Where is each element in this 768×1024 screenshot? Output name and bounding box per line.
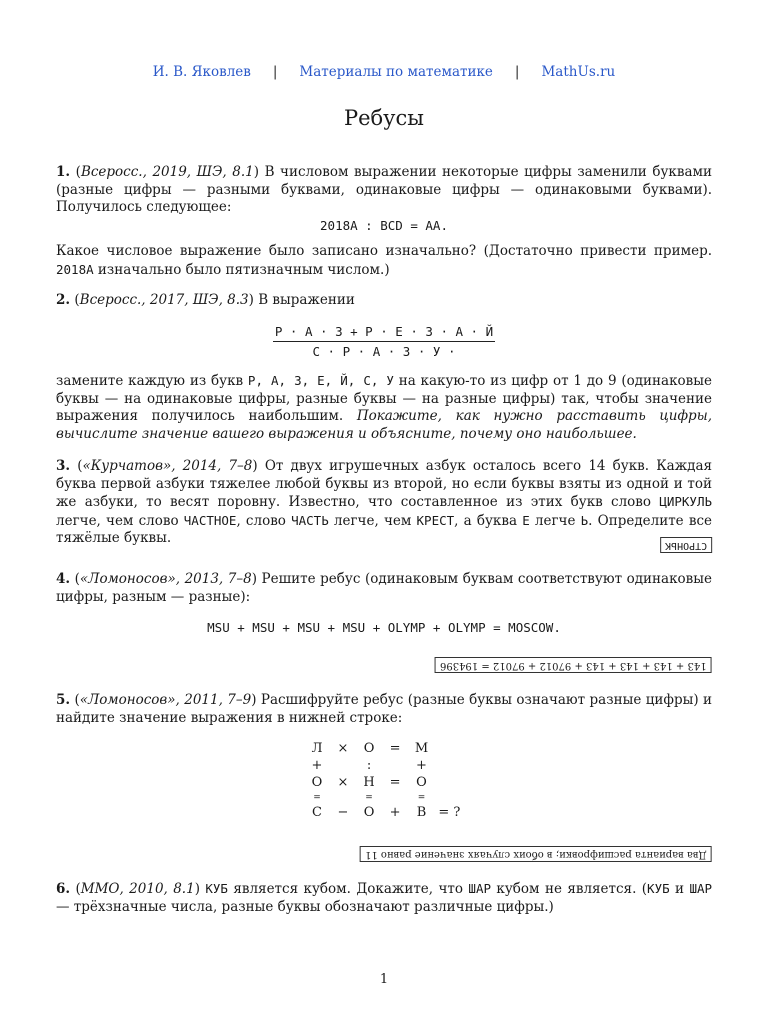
problem-text: Какое числовое выражение было записано изначально? (Достаточно привести пример. bbox=[56, 243, 712, 259]
problem-2-fraction bbox=[0, 324, 768, 360]
grid-cell bbox=[435, 757, 464, 774]
problem-text: легче, чем bbox=[328, 512, 417, 529]
grid-cell bbox=[330, 791, 356, 804]
grid-cell: В bbox=[416, 805, 427, 820]
grid-cell: С bbox=[312, 805, 322, 820]
grid-cell: − bbox=[337, 805, 349, 820]
grid-cell: + bbox=[416, 758, 427, 773]
problem-text: , слово bbox=[236, 512, 292, 529]
problem-number: 1. bbox=[56, 164, 71, 180]
problem-number: 5. bbox=[56, 692, 71, 708]
grid-cell: = bbox=[365, 792, 373, 803]
problem-word: КРЕСТ bbox=[416, 512, 455, 528]
problem-6: 6. (ММО, 2010, 8.1) КУБ является кубом. Докажите, что ШАР кубом не является. (КУБ и ШАР — трёхзначные числа, разные буквы обозначают различные цифры.) bbox=[56, 881, 713, 915]
grid-cell: О bbox=[416, 775, 427, 790]
grid-cell: Л bbox=[311, 741, 323, 756]
problem-5-answer: Два варианта расшифровки; в обоих случаях значение равно 11 bbox=[360, 846, 712, 862]
fraction-numerator: Р · А · З + Р · Е · З · А · Й bbox=[273, 324, 495, 342]
problem-text: является кубом. Докажите, что bbox=[227, 881, 469, 897]
problem-4-answer: 143 + 143 + 143 + 143 + 97012 + 97012 = 194396 bbox=[435, 657, 712, 673]
problem-word: КУБ bbox=[647, 881, 670, 896]
grid-cell bbox=[382, 791, 408, 804]
problem-text: Решите ребус (одинаковым буквам соответствуют одинаковые цифры, разным — разные): bbox=[56, 571, 712, 605]
problem-3-answer: СТРОНЬК bbox=[660, 537, 712, 553]
grid-cell bbox=[330, 757, 356, 774]
problem-1-formula: 2018A : BCD = AA. bbox=[320, 218, 448, 233]
grid-cell: О bbox=[363, 741, 375, 756]
problem-word: ЦИРКУЛЬ bbox=[659, 494, 712, 509]
header-separator: | bbox=[514, 64, 520, 80]
grid-cell: О bbox=[311, 775, 323, 790]
problem-task: Покажите, как нужно расставить цифры, вычислите значение вашего выражения и объясните, почему оно наибольшее. bbox=[56, 408, 712, 442]
problem-source: Всеросс., 2019, ШЭ, 8.1 bbox=[80, 164, 254, 180]
grid-cell bbox=[435, 774, 464, 791]
problem-1-question bbox=[56, 243, 712, 279]
problem-text: замените каждую из букв bbox=[56, 373, 248, 389]
problem-word: Ь bbox=[580, 512, 589, 528]
page-title: Ребусы bbox=[343, 106, 425, 130]
grid-cell: + bbox=[311, 758, 323, 773]
problem-letters: Р, А, З, Е, Й, С, У bbox=[247, 373, 394, 388]
problem-3: 3. («Курчатов», 2014, 7–8) От двух игрушечных азбук осталось всего 14 букв. Каждая буква первой азбуки тяжелее любой буквы из второй, но если буквы взяты из одной и той же азбуки, то весят поровну. Известно, что составленное из этих букв слово ЦИРКУЛЬ легче, чем слово ЧАСТНОЕ, слово ЧАСТЬ легче, чем КРЕСТ, а буква Е легче Ь. Определите все тяжёлые буквы. bbox=[56, 458, 713, 546]
problem-number: 4. bbox=[56, 571, 71, 587]
grid-cell: Н bbox=[363, 775, 375, 790]
grid-cell bbox=[435, 740, 464, 757]
grid-cell: М bbox=[414, 741, 429, 756]
grid-cell: = bbox=[313, 792, 321, 803]
problem-5: 5. («Ломоносов», 2011, 7–9) Расшифруйте ребус (разные буквы означают разные цифры) и найдите значение выражения в нижней строке: bbox=[56, 692, 712, 726]
problem-word: ЧАСТЬ bbox=[291, 512, 329, 528]
problem-4-formula: MSU + MSU + MSU + MSU + OLYMP + OLYMP = MOSCOW. bbox=[207, 620, 561, 635]
problem-word: ШАР bbox=[468, 881, 491, 896]
grid-cell: = bbox=[389, 741, 401, 756]
grid-cell: × bbox=[337, 741, 349, 756]
problem-number: 2. bbox=[56, 292, 71, 308]
problem-text: легче, чем слово bbox=[56, 512, 184, 529]
problem-word: Е bbox=[522, 512, 530, 528]
problem-source: «Ломоносов», 2013, 7–8 bbox=[79, 571, 252, 587]
problem-text: — трёхзначные числа, разные буквы обозначают различные цифры.) bbox=[56, 898, 554, 915]
problem-text: на какую-то из цифр от 1 до 9 (одинаковые буквы — на одинаковые цифры, разные буквы — на разные цифры) так, чтобы значение выражения получилось наибольшим. bbox=[56, 373, 712, 424]
grid-cell: О bbox=[363, 805, 375, 820]
site-link[interactable]: MathUs.ru bbox=[541, 64, 616, 80]
problem-2-text bbox=[56, 372, 712, 443]
problem-1: 1. (Всеросс., 2019, ШЭ, 8.1) В числовом выражении некоторые цифры заменили буквами (разные цифры — разными буквами, одинаковые цифры — одинаковыми буквами). Получилось следующее: bbox=[56, 164, 713, 215]
rebus-grid bbox=[304, 740, 464, 821]
problem-source: «Курчатов», 2014, 7–8 bbox=[82, 458, 253, 474]
grid-cell: = bbox=[417, 792, 426, 803]
problem-code: 2018A bbox=[56, 261, 94, 277]
fraction-denominator: С · Р · А · З · У · bbox=[312, 344, 456, 359]
author-link[interactable]: И. В. Яковлев bbox=[152, 64, 251, 80]
problem-text: В выражении bbox=[258, 292, 355, 308]
page-number: 1 bbox=[379, 972, 389, 987]
grid-cell bbox=[435, 791, 464, 804]
grid-cell: = bbox=[389, 775, 401, 790]
problem-text: , а буква bbox=[454, 512, 523, 529]
problem-text: изначально было пятизначным числом.) bbox=[93, 261, 390, 278]
problem-2: 2. (Всеросс., 2017, ШЭ, 8.3) В выражении bbox=[56, 292, 355, 308]
problem-word: ЧАСТНОЕ bbox=[183, 512, 237, 528]
grid-cell: = ? bbox=[438, 805, 461, 820]
problem-text: и bbox=[669, 881, 690, 897]
problem-number: 6. bbox=[56, 881, 71, 897]
problem-source: «Ломоносов», 2011, 7–9 bbox=[79, 692, 252, 708]
grid-cell: + bbox=[389, 805, 401, 820]
header-separator: | bbox=[272, 64, 278, 80]
problem-number: 3. bbox=[56, 458, 71, 474]
problem-text: легче bbox=[529, 512, 581, 529]
grid-cell bbox=[382, 757, 408, 774]
problem-text: От двух игрушечных азбук осталось всего 14 букв. Каждая буква первой азбуки тяжелее любой буквы из второй, но если буквы взяты из одной и той же азбуки, то весят поровну. Известно, что составленное из этих букв слово bbox=[56, 458, 713, 510]
problem-4: 4. («Ломоносов», 2013, 7–8) Решите ребус (одинаковым буквам соответствуют одинаковые цифры, разным — разные): bbox=[56, 571, 712, 605]
problem-text: Расшифруйте ребус (разные буквы означают разные цифры) и найдите значение выражения в нижней строке: bbox=[56, 692, 712, 726]
problem-text: кубом не является. ( bbox=[491, 881, 648, 897]
problem-source: Всеросс., 2017, ШЭ, 8.3 bbox=[79, 292, 249, 308]
materials-link[interactable]: Материалы по математике bbox=[299, 64, 493, 80]
problem-text: В числовом выражении некоторые цифры заменили буквами (разные цифры — разными буквами, одинаковые цифры — одинаковыми буквами). Получилось следующее: bbox=[56, 164, 713, 215]
page-header bbox=[0, 64, 768, 80]
problem-word: КУБ bbox=[205, 881, 228, 896]
problem-text: . Определите все тяжёлые буквы. bbox=[56, 512, 712, 546]
grid-cell: : bbox=[366, 758, 372, 773]
grid-cell: × bbox=[337, 775, 349, 790]
problem-source: ММО, 2010, 8.1 bbox=[80, 881, 195, 897]
problem-word: ШАР bbox=[689, 881, 713, 896]
